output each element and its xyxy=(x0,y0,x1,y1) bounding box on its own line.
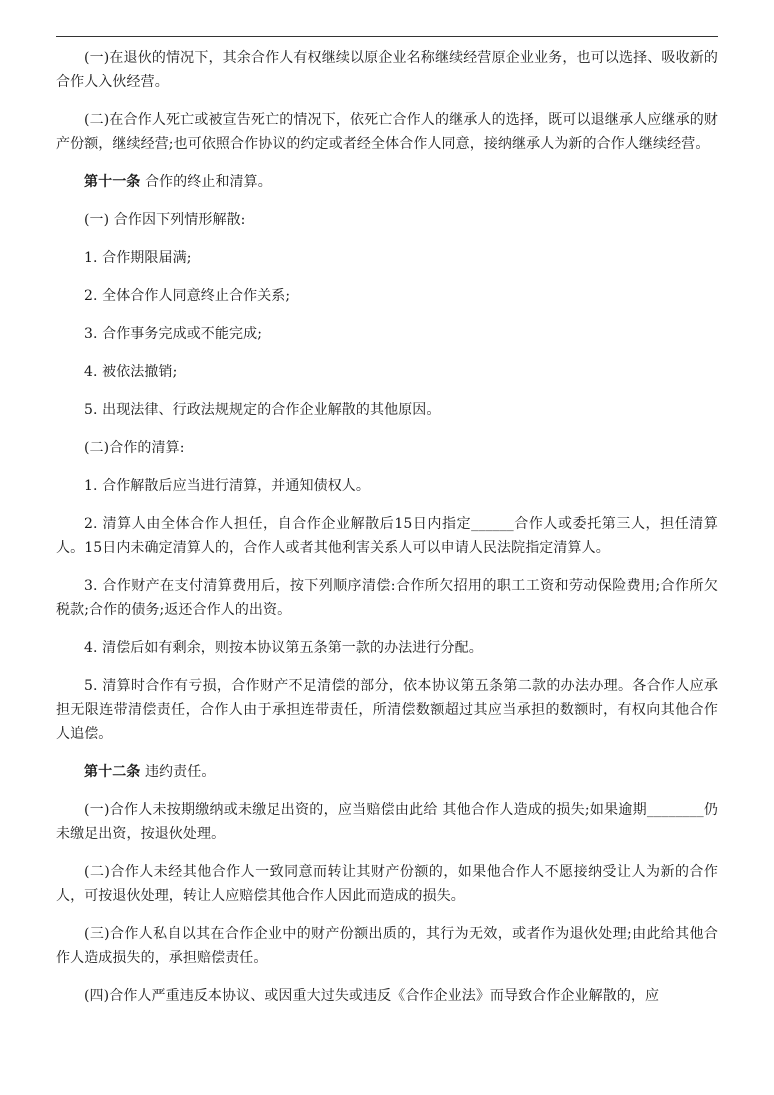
article-12-heading xyxy=(56,760,718,784)
list-item-dissolution-4: 4. 被依法撤销; xyxy=(84,364,178,380)
list-item-dissolution-2: 2. 全体合作人同意终止合作关系; xyxy=(84,288,291,304)
list-item-liquidation-4: 4. 清偿后如有剩余，则按本协议第五条第一款的办法进行分配。 xyxy=(84,640,483,656)
paragraph-breach-2: (二)合作人未经其他合作人一致同意而转让其财产份额的，如果他合作人不愿接纳受让人为新的合作人，可按退伙处理，转让人应赔偿其他合作人因此而造成的损失。 xyxy=(56,864,718,904)
paragraph-dissolution-intro: (一) 合作因下列情形解散: xyxy=(84,212,246,228)
article-11-heading xyxy=(56,170,718,194)
list-item-dissolution-1: 1. 合作期限届满; xyxy=(84,250,192,266)
paragraph-death-inheritance: (二)在合作人死亡或被宣告死亡的情况下，依死亡合作人的继承人的选择，既可以退继承人应继承的财产份额，继续经营;也可依照合作协议的约定或者经全体合作人同意，接纳继承人为新的合作人继续经营。 xyxy=(56,112,718,152)
article-12-title: 违约责任。 xyxy=(140,764,216,780)
article-11-title: 合作的终止和清算。 xyxy=(140,174,272,190)
header-rule xyxy=(56,36,718,37)
list-item-liquidation-5: 5. 清算时合作有亏损，合作财产不足清偿的部分，依本协议第五条第二款的办法办理。各合作人应承担无限连带清偿责任，合作人由于承担连带责任，所清偿数额超过其应当承担的数额时，有权向其他合作人追偿。 xyxy=(56,678,718,742)
list-item-liquidation-2: 2. 清算人由全体合作人担任，自合作企业解散后15日内指定______合作人或委托第三人，担任清算人。15日内未确定清算人的，合作人或者其他利害关系人可以申请人民法院指定清算人。 xyxy=(56,516,718,556)
paragraph-liquidation-intro: (二)合作的清算: xyxy=(84,440,185,456)
list-item-dissolution-5: 5. 出现法律、行政法规规定的合作企业解散的其他原因。 xyxy=(84,402,441,418)
paragraph-withdrawal-continue: (一)在退伙的情况下，其余合作人有权继续以原企业名称继续经营原企业业务，也可以选择、吸收新的合作人入伙经营。 xyxy=(56,50,718,90)
article-12-number: 第十二条 xyxy=(84,764,141,780)
paragraph-breach-1: (一)合作人未按期缴纳或未缴足出资的，应当赔偿由此给 其他合作人造成的损失;如果逾期________仍未缴足出资，按退伙处理。 xyxy=(56,802,718,842)
list-item-liquidation-3: 3. 合作财产在支付清算费用后，按下列顺序清偿:合作所欠招用的职工工资和劳动保险费用;合作所欠税款;合作的债务;返还合作人的出资。 xyxy=(56,578,718,618)
document-body xyxy=(56,46,718,1022)
article-11-number: 第十一条 xyxy=(84,174,141,190)
list-item-dissolution-3: 3. 合作事务完成或不能完成; xyxy=(84,326,263,342)
paragraph-breach-4: (四)合作人严重违反本协议、或因重大过失或违反《合作企业法》而导致合作企业解散的，应 xyxy=(84,988,660,1004)
paragraph-breach-3: (三)合作人私自以其在合作企业中的财产份额出质的，其行为无效，或者作为退伙处理;由此给其他合作人造成损失的，承担赔偿责任。 xyxy=(56,926,718,966)
list-item-liquidation-1: 1. 合作解散后应当进行清算，并通知债权人。 xyxy=(84,478,371,494)
